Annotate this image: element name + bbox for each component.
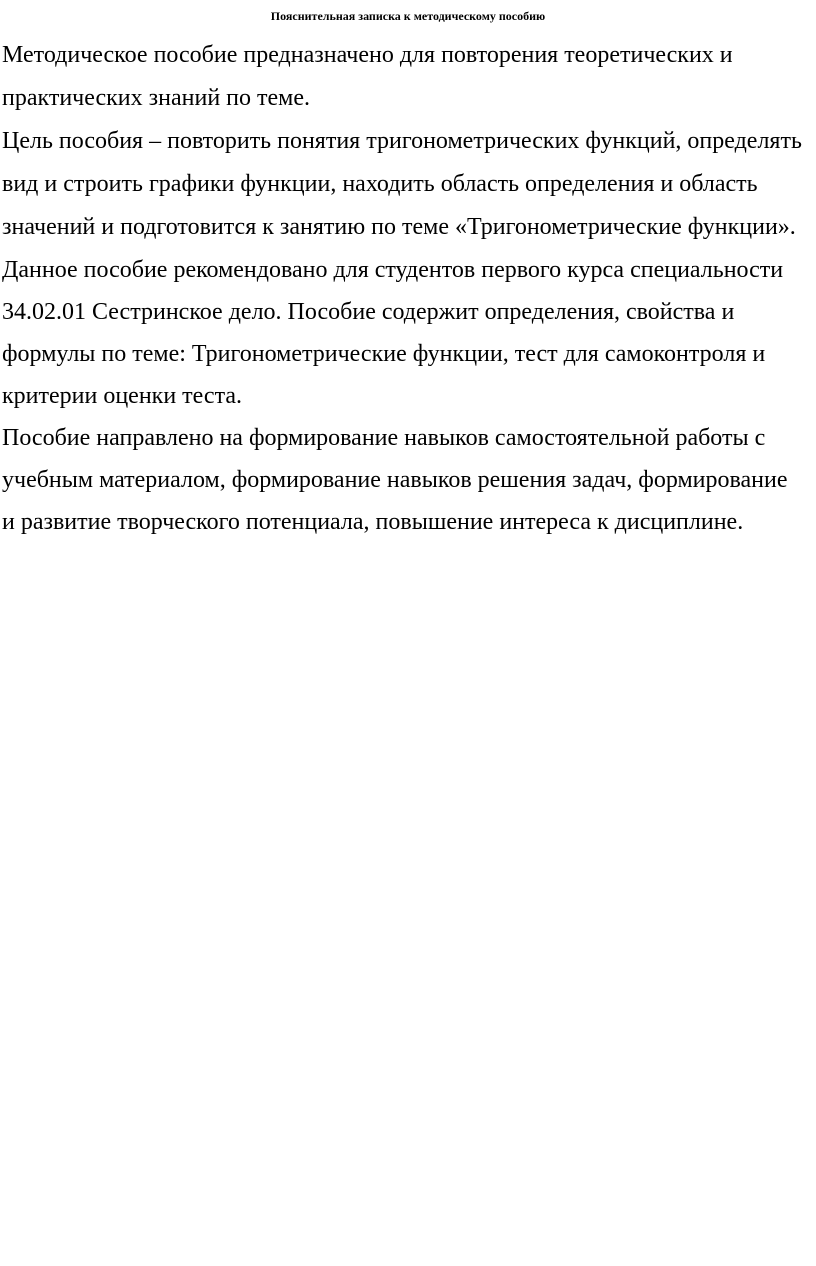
paragraph-line: учебным материалом, формирование навыков решения задач, формирование bbox=[2, 467, 788, 493]
paragraph-line: формулы по теме: Тригонометрические функции, тест для самоконтроля и bbox=[2, 341, 766, 367]
paragraph-line: 34.02.01 Сестринское дело. Пособие содержит определения, свойства и bbox=[2, 299, 735, 325]
document-title: Пояснительная записка к методическому пособию bbox=[270, 9, 546, 23]
paragraph-line: Методическое пособие предназначено для повторения теоретических и bbox=[2, 42, 733, 68]
paragraph-line: вид и строить графики функции, находить область определения и область bbox=[2, 171, 758, 197]
paragraph-line: Данное пособие рекомендовано для студентов первого курса специальности bbox=[2, 257, 784, 283]
paragraph-line: Цель пособия – повторить понятия тригонометрических функций, определять bbox=[2, 128, 802, 154]
paragraph-line: критерии оценки теста. bbox=[2, 383, 242, 409]
paragraph-line: практических знаний по теме. bbox=[2, 85, 310, 111]
paragraph-line: значений и подготовится к занятию по теме «Тригонометрические функции». bbox=[2, 214, 796, 240]
paragraph-line: и развитие творческого потенциала, повышение интереса к дисциплине. bbox=[2, 509, 744, 535]
paragraph-line: Пособие направлено на формирование навыков самостоятельной работы с bbox=[2, 425, 766, 451]
